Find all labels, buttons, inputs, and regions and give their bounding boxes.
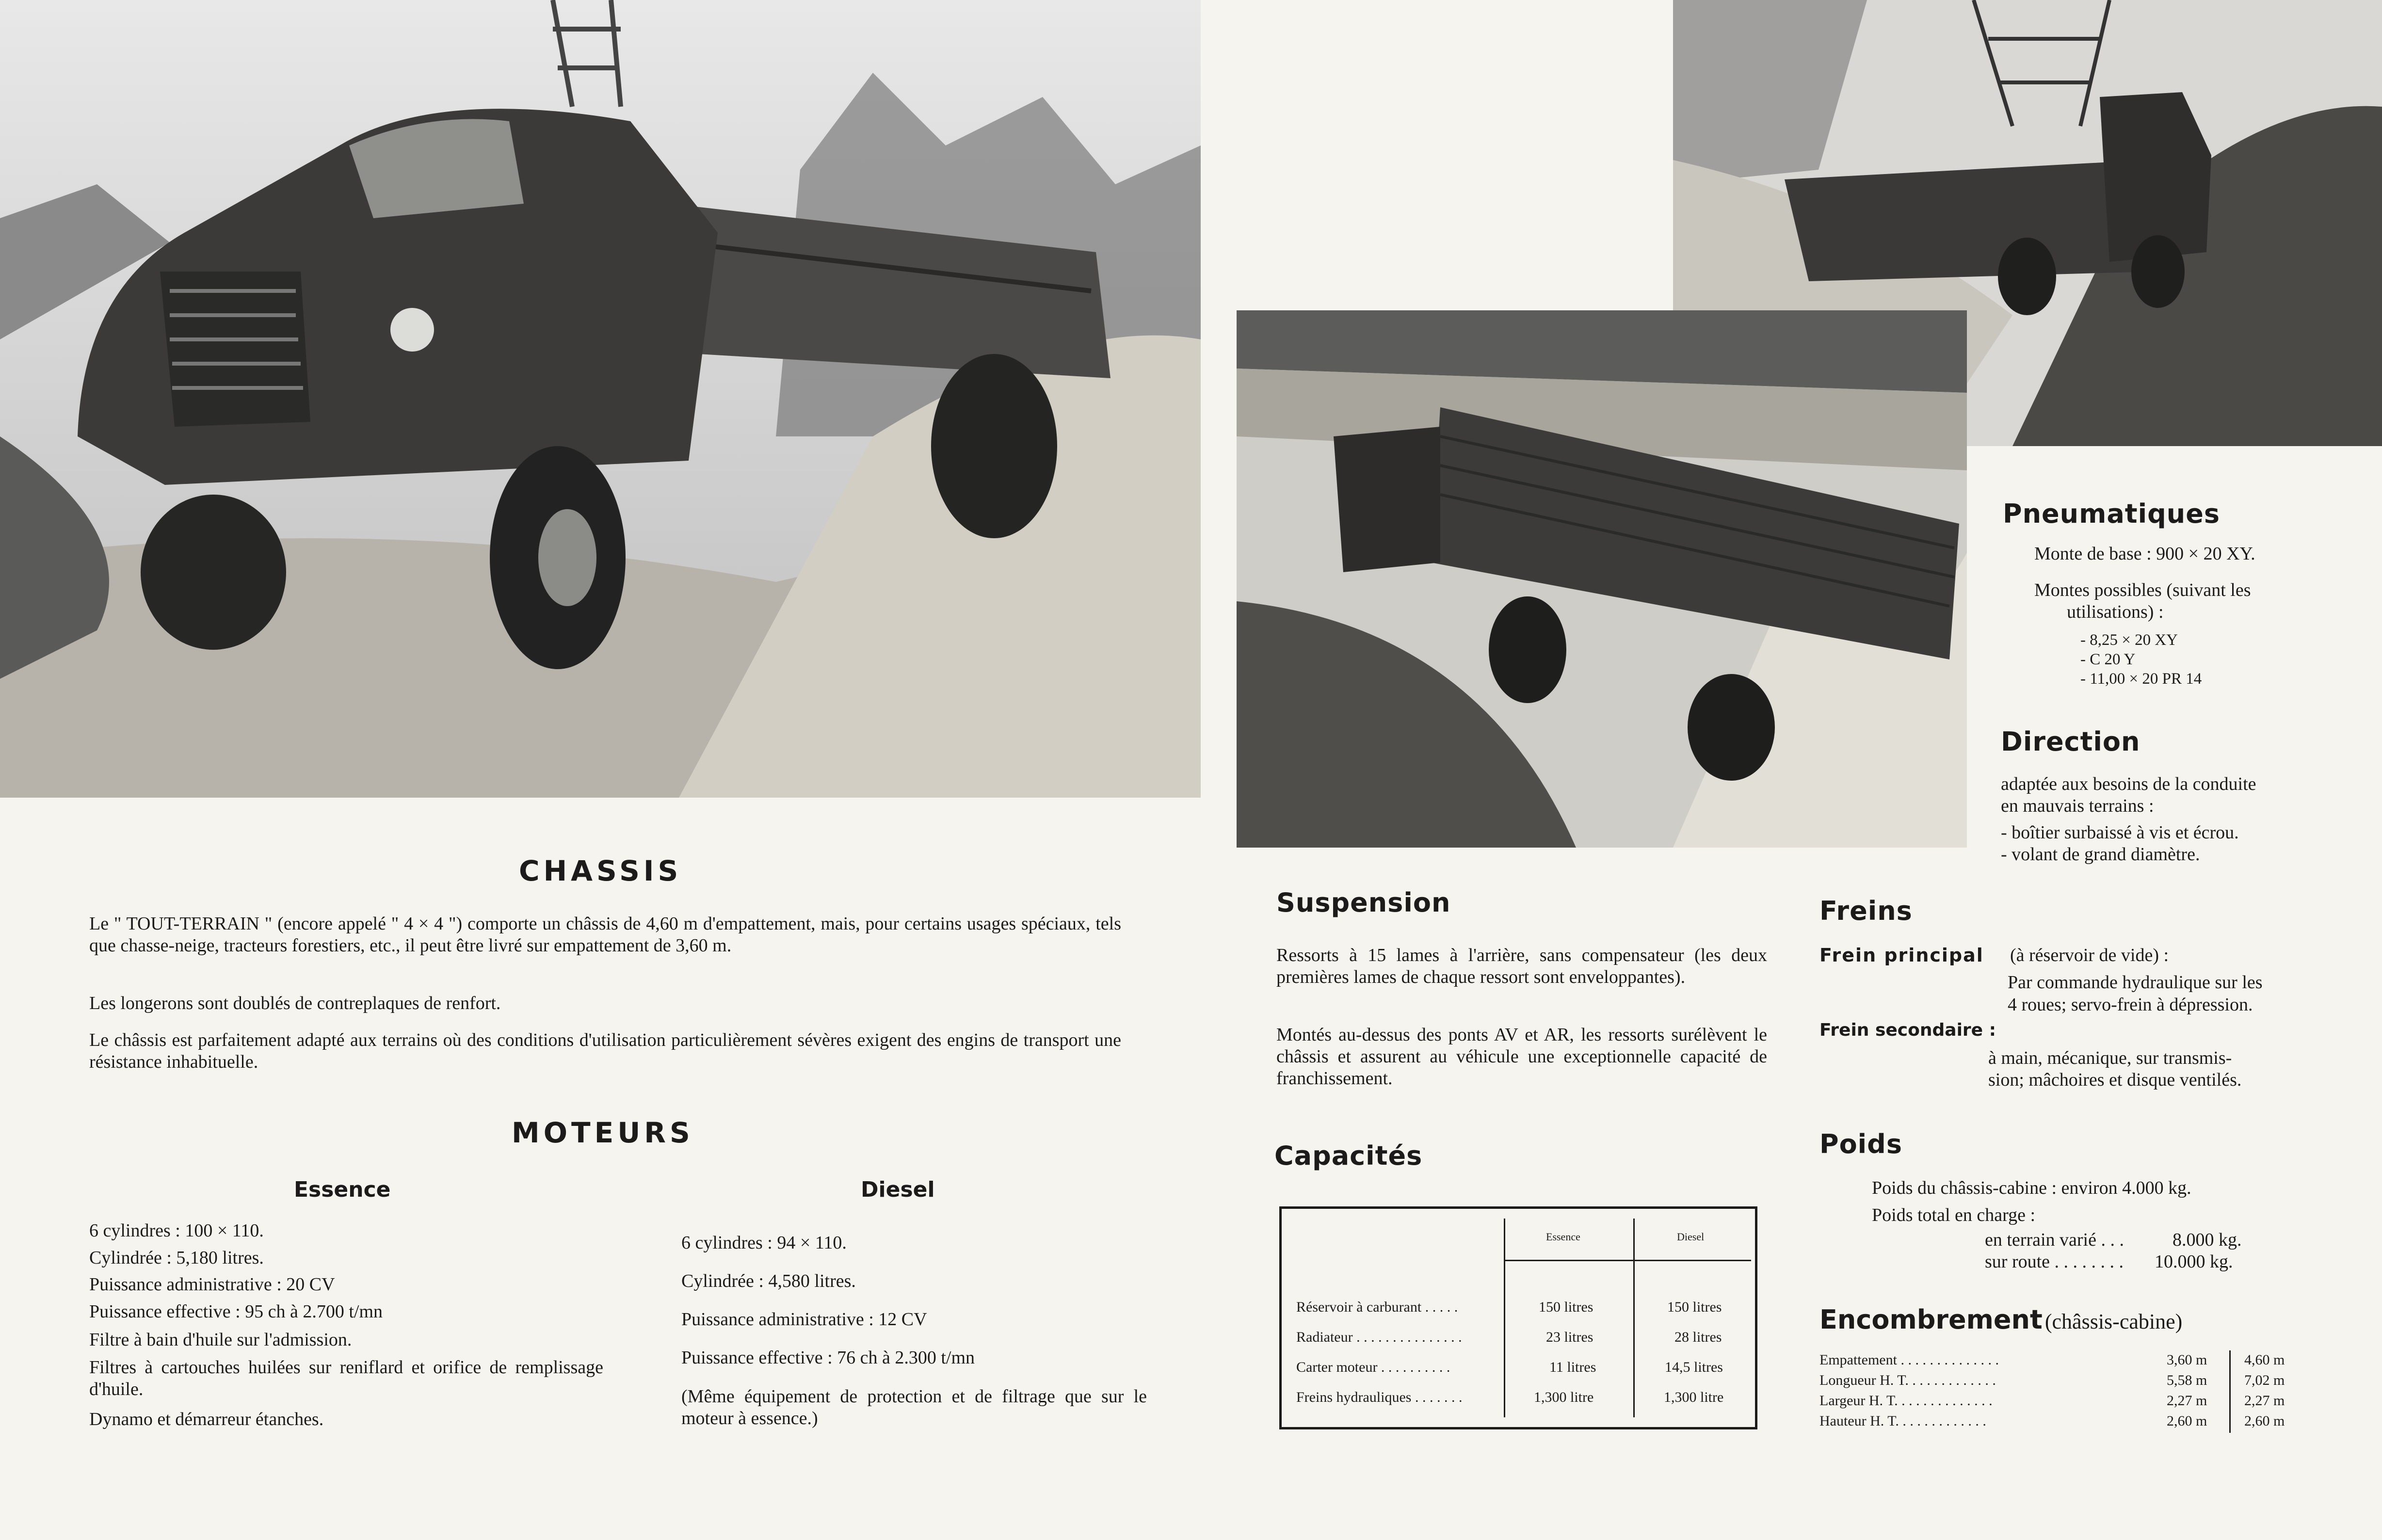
- essence-line-5: Filtre à bain d'huile sur l'admission.: [89, 1330, 352, 1350]
- chassis-paragraph-2: Les longerons sont doublés de contreplaques de renfort.: [89, 993, 501, 1013]
- capacites-header-essence: Essence: [1546, 1231, 1580, 1243]
- encombrement-row-value-2: 2,27 m: [2244, 1393, 2285, 1409]
- encombrement-heading: [1819, 1304, 2182, 1335]
- capacites-row-diesel: 28 litres: [1674, 1329, 1722, 1345]
- encombrement-row-value-1: 3,60 m: [2167, 1352, 2207, 1368]
- poids-title: Poids: [1819, 1129, 1902, 1159]
- encombrement-row-value-2: 2,60 m: [2244, 1413, 2285, 1429]
- chassis-paragraph-3: Le châssis est parfaitement adapté aux terrains où des conditions d'utilisation particulièrement sévères exigent des engins de transport une résistance inhabituelle.: [89, 1030, 1121, 1072]
- suspension-paragraph-1: Ressorts à 15 lames à l'arrière, sans compensateur (les deux premières lames de chaque ressort sont enveloppantes).: [1276, 945, 1767, 987]
- pneumatiques-option: - 8,25 × 20 XY: [2080, 631, 2178, 649]
- poids-route-label: sur route . . . . . . . .: [1985, 1251, 2124, 1272]
- poids-terrain-value: 8.000 kg.: [2173, 1230, 2242, 1250]
- encombrement-row-label: Largeur H. T. . . . . . . . . . . . . .: [1819, 1393, 1993, 1409]
- direction-line-2: en mauvais terrains :: [2001, 796, 2154, 816]
- poids-route-value: 10.000 kg.: [2155, 1251, 2233, 1272]
- capacites-row-essence: 150 litres: [1539, 1299, 1593, 1315]
- capacites-row-label: Radiateur . . . . . . . . . . . . . . .: [1296, 1329, 1462, 1345]
- suspension-paragraph-2: Montés au-dessus des ponts AV et AR, les ressorts surélèvent le châssis et assurent au véhicule une exceptionnelle capacité de franchissement.: [1276, 1025, 1767, 1089]
- pneumatiques-line-1: Monte de base : 900 × 20 XY.: [2034, 544, 2255, 564]
- pneumatiques-option: - C 20 Y: [2080, 651, 2136, 668]
- essence-subtitle: Essence: [294, 1177, 391, 1202]
- encombrement-row-value-2: 7,02 m: [2244, 1372, 2285, 1388]
- chassis-title: CHASSIS: [519, 854, 682, 887]
- frein-secondaire-line-1: à main, mécanique, sur transmis-: [1988, 1048, 2232, 1068]
- pneumatiques-line-2: Montes possibles (suivant les: [2034, 580, 2251, 600]
- poids-line-2: Poids total en charge :: [1872, 1205, 2036, 1225]
- pneumatiques-line-3: utilisations) :: [2067, 602, 2164, 622]
- pneumatiques-option: - 11,00 × 20 PR 14: [2080, 670, 2202, 688]
- encombrement-divider: [2229, 1350, 2231, 1433]
- frein-principal-label: Frein principal: [1819, 945, 1984, 966]
- poids-terrain-label: en terrain varié . . .: [1985, 1230, 2124, 1250]
- direction-line-3: - boîtier surbaissé à vis et écrou.: [2001, 822, 2239, 843]
- frein-secondaire-label: Frein secondaire :: [1819, 1020, 1996, 1040]
- poids-line-1: Poids du châssis-cabine : environ 4.000 kg.: [1872, 1178, 2191, 1198]
- encombrement-row-label: Empattement . . . . . . . . . . . . . .: [1819, 1352, 1999, 1368]
- encombrement-row-label: Hauteur H. T. . . . . . . . . . . . .: [1819, 1413, 1986, 1429]
- diesel-subtitle: Diesel: [861, 1177, 935, 1202]
- freins-title: Freins: [1819, 896, 1913, 926]
- frein-secondaire-line-2: sion; mâchoires et disque ventilés.: [1988, 1070, 2242, 1090]
- essence-line-6: Filtres à cartouches huilées sur reniflard et orifice de remplissage d'huile.: [89, 1357, 603, 1399]
- essence-line-3: Puissance administrative : 20 CV: [89, 1274, 335, 1295]
- capacites-table: [1279, 1206, 1757, 1429]
- encombrement-row-label: Longueur H. T. . . . . . . . . . . . .: [1819, 1372, 1996, 1388]
- diesel-line-5: (Même équipement de protection et de filtrage que sur le moteur à essence.): [681, 1386, 1147, 1428]
- encombrement-subtitle: (châssis-cabine): [2044, 1310, 2183, 1333]
- direction-line-4: - volant de grand diamètre.: [2001, 844, 2200, 865]
- diesel-line-3: Puissance administrative : 12 CV: [681, 1309, 927, 1330]
- diesel-line-1: 6 cylindres : 94 × 110.: [681, 1233, 847, 1253]
- capacites-row-diesel: 1,300 litre: [1664, 1389, 1724, 1405]
- truck-photo-main: [0, 0, 1201, 798]
- encombrement-row-value-1: 2,60 m: [2167, 1413, 2207, 1429]
- encombrement-row-value-1: 2,27 m: [2167, 1393, 2207, 1409]
- diesel-line-4: Puissance effective : 76 ch à 2.300 t/mn: [681, 1348, 975, 1368]
- essence-line-2: Cylindrée : 5,180 litres.: [89, 1248, 264, 1268]
- frein-principal-line-1: (à réservoir de vide) :: [2010, 945, 2169, 965]
- capacites-header-diesel: Diesel: [1677, 1231, 1705, 1243]
- capacites-row-diesel: 14,5 litres: [1665, 1359, 1723, 1375]
- frein-principal-line-2: Par commande hydraulique sur les: [2008, 972, 2263, 993]
- capacites-title: Capacités: [1274, 1140, 1423, 1171]
- capacites-row-essence: 11 litres: [1549, 1359, 1596, 1375]
- capacites-row-label: Réservoir à carburant . . . . .: [1296, 1299, 1458, 1315]
- direction-line-1: adaptée aux besoins de la conduite: [2001, 774, 2256, 794]
- capacites-row-label: Carter moteur . . . . . . . . . .: [1296, 1359, 1450, 1375]
- capacites-row-essence: 1,300 litre: [1534, 1389, 1594, 1405]
- essence-line-1: 6 cylindres : 100 × 110.: [89, 1220, 264, 1241]
- direction-title: Direction: [2001, 726, 2141, 757]
- encombrement-row-value-1: 5,58 m: [2167, 1372, 2207, 1388]
- capacites-row-diesel: 150 litres: [1667, 1299, 1722, 1315]
- pneumatiques-title: Pneumatiques: [2003, 498, 2220, 529]
- encombrement-row-value-2: 4,60 m: [2244, 1352, 2285, 1368]
- moteurs-title: MOTEURS: [512, 1116, 694, 1149]
- encombrement-title: Encombrement: [1819, 1304, 2043, 1335]
- diesel-line-2: Cylindrée : 4,580 litres.: [681, 1271, 856, 1291]
- capacites-row-label: Freins hydrauliques . . . . . . .: [1296, 1389, 1463, 1405]
- truck-photo-middle: [1237, 310, 1967, 848]
- frein-principal-line-3: 4 roues; servo-frein à dépression.: [2008, 995, 2253, 1015]
- suspension-title: Suspension: [1276, 887, 1451, 918]
- capacites-row-essence: 23 litres: [1546, 1329, 1593, 1345]
- chassis-paragraph-1: Le " TOUT-TERRAIN " (encore appelé " 4 × 4 ") comporte un châssis de 4,60 m d'empattement, mais, pour certains usages spéciaux, tels que chasse-neige, tracteurs forestiers, etc., il peut être livré sur empattement de 3,60 m.: [89, 914, 1121, 956]
- essence-line-7: Dynamo et démarreur étanches.: [89, 1409, 324, 1429]
- essence-line-4: Puissance effective : 95 ch à 2.700 t/mn: [89, 1301, 383, 1322]
